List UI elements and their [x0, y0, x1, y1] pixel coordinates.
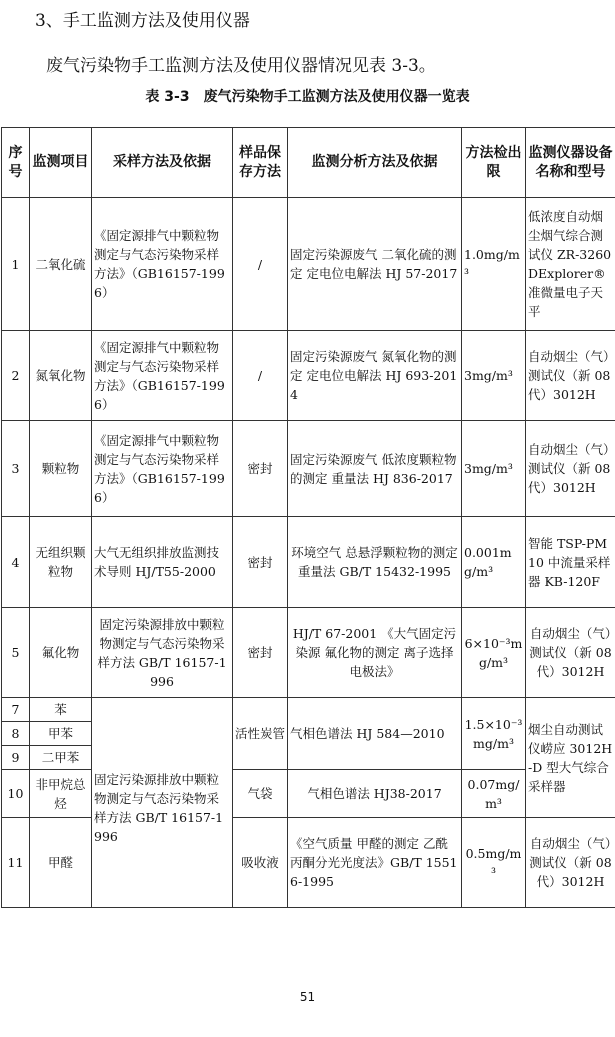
table-row: [2, 331, 615, 421]
monitoring-methods-table: [1, 127, 615, 908]
cell-limit: 0.07mg/m³: [462, 770, 526, 818]
cell-no: 1: [2, 198, 30, 331]
cell-limit: 3mg/m³: [462, 331, 526, 421]
page-number: 51: [299, 990, 316, 1004]
cell-analysis-merged: 气相色谱法 HJ 584—2010: [288, 698, 462, 770]
cell-analysis: 固定污染源废气 二氧化硫的测定 定电位电解法 HJ 57-2017: [288, 198, 462, 331]
cell-item: 氮氧化物: [30, 331, 92, 421]
cell-instrument-merged: 烟尘自动测试仪崂应 3012H-D 型大气综合采样器: [526, 698, 615, 818]
cell-preserve: 气袋: [233, 770, 288, 818]
cell-instrument: 自动烟尘（气）测试仪（新 08 代）3012H: [526, 421, 615, 517]
cell-preserve: 吸收液: [233, 818, 288, 908]
cell-limit: 1.0mg/m³: [462, 198, 526, 331]
header-no: 序号: [2, 128, 30, 198]
section-heading: 3、手工监测方法及使用仪器: [35, 11, 250, 31]
header-item: 监测项目: [30, 128, 92, 198]
cell-no: 2: [2, 331, 30, 421]
header-sampling: 采样方法及依据: [92, 128, 233, 198]
cell-item: 甲醛: [30, 818, 92, 908]
cell-instrument: 自动烟尘（气）测试仪（新 08 代）3012H: [526, 608, 615, 698]
cell-item: 颗粒物: [30, 421, 92, 517]
cell-limit-merged: 1.5×10⁻³mg/m³: [462, 698, 526, 770]
cell-instrument: 自动烟尘（气）测试仪（新 08 代）3012H: [526, 818, 615, 908]
cell-limit: 0.5mg/m³: [462, 818, 526, 908]
cell-sampling: 固定污染源排放中颗粒物测定与气态污染物采样方法 GB/T 16157-1996: [92, 608, 233, 698]
cell-limit: 0.001mg/m³: [462, 517, 526, 608]
cell-analysis: 固定污染源废气 氮氧化物的测定 定电位电解法 HJ 693-2014: [288, 331, 462, 421]
cell-instrument: 自动烟尘（气）测试仪（新 08 代）3012H: [526, 331, 615, 421]
cell-preserve: 密封: [233, 421, 288, 517]
cell-instrument: 低浓度自动烟尘烟气综合测试仪 ZR-3260DExplorer®准微量电子天平: [526, 198, 615, 331]
cell-sampling: 《固定源排气中颗粒物测定与气态污染物采样方法》（GB16157-1996）: [92, 421, 233, 517]
cell-sampling: 《固定源排气中颗粒物测定与气态污染物采样方法》（GB16157-1996）: [92, 198, 233, 331]
cell-limit: 6×10⁻³mg/m³: [462, 608, 526, 698]
table-header-row: [2, 128, 615, 198]
cell-preserve: 密封: [233, 608, 288, 698]
cell-analysis: 《空气质量 甲醛的测定 乙酰丙酮分光光度法》GB/T 15516-1995: [288, 818, 462, 908]
table-row: [2, 517, 615, 608]
cell-preserve: /: [233, 331, 288, 421]
cell-item: 苯: [30, 698, 92, 722]
cell-item: 氟化物: [30, 608, 92, 698]
cell-analysis: 环境空气 总悬浮颗粒物的测定 重量法 GB/T 15432-1995: [288, 517, 462, 608]
cell-no: 5: [2, 608, 30, 698]
cell-item: 无组织颗粒物: [30, 517, 92, 608]
cell-analysis: HJ/T 67-2001 《大气固定污染源 氟化物的测定 离子选择电极法》: [288, 608, 462, 698]
cell-sampling: 大气无组织排放监测技术导则 HJ/T55-2000: [92, 517, 233, 608]
intro-text: 废气污染物手工监测方法及使用仪器情况见表 3-3。: [46, 56, 436, 76]
table-row: [2, 608, 615, 698]
cell-preserve: 密封: [233, 517, 288, 608]
cell-limit: 3mg/m³: [462, 421, 526, 517]
cell-sampling: 《固定源排气中颗粒物测定与气态污染物采样方法》（GB16157-1996）: [92, 331, 233, 421]
table-row: [2, 421, 615, 517]
cell-item: 非甲烷总烃: [30, 770, 92, 818]
header-preserve: 样品保存方法: [233, 128, 288, 198]
cell-item: 二甲苯: [30, 746, 92, 770]
header-limit: 方法检出限: [462, 128, 526, 198]
cell-no: 11: [2, 818, 30, 908]
cell-no: 9: [2, 746, 30, 770]
cell-preserve: /: [233, 198, 288, 331]
cell-item: 二氧化硫: [30, 198, 92, 331]
cell-no: 3: [2, 421, 30, 517]
cell-analysis: 固定污染源废气 低浓度颗粒物的测定 重量法 HJ 836-2017: [288, 421, 462, 517]
cell-preserve-merged: 活性炭管: [233, 698, 288, 770]
cell-no: 10: [2, 770, 30, 818]
table-row: [2, 698, 615, 722]
cell-sampling-merged: 固定污染源排放中颗粒物测定与气态污染物采样方法 GB/T 16157-1996: [92, 698, 233, 908]
cell-item: 甲苯: [30, 722, 92, 746]
table-row: [2, 198, 615, 331]
cell-no: 8: [2, 722, 30, 746]
cell-instrument: 智能 TSP-PM10 中流量采样器 KB-120F: [526, 517, 615, 608]
header-analysis: 监测分析方法及依据: [288, 128, 462, 198]
cell-no: 4: [2, 517, 30, 608]
table-caption: 表 3-3 废气污染物手工监测方法及使用仪器一览表: [145, 89, 470, 105]
cell-analysis: 气相色谱法 HJ38-2017: [288, 770, 462, 818]
cell-no: 7: [2, 698, 30, 722]
header-instrument: 监测仪器设备名称和型号: [526, 128, 615, 198]
